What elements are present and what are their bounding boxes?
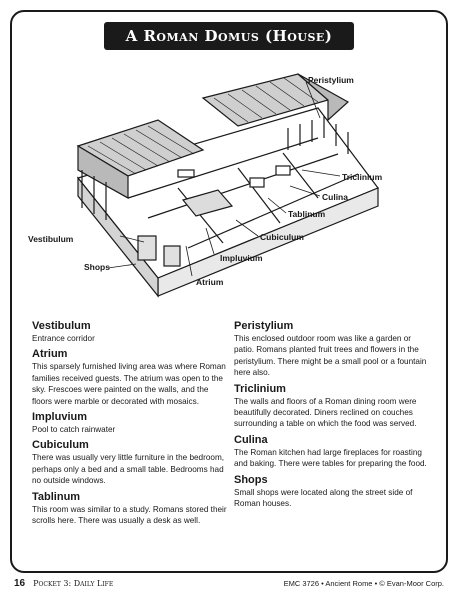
entry-impluvium bbox=[32, 411, 228, 435]
term-definition: This room was similar to a study. Romans stored their scrolls here. There was usually a desk as well. bbox=[32, 504, 227, 526]
label-peristylium: Peristylium bbox=[308, 75, 354, 85]
term-definition: The Roman kitchen had large fireplaces for roasting and baking. There were tables for preparing the food. bbox=[234, 447, 427, 469]
label-culina: Culina bbox=[322, 192, 348, 202]
term-heading: Culina bbox=[234, 433, 268, 446]
term-heading: Peristylium bbox=[234, 320, 294, 332]
page-number: 16 bbox=[14, 577, 26, 589]
term-definition: There was usually very little furniture in the bedroom, perhaps only a bed and a small table. Bedrooms had no outside windows. bbox=[32, 453, 225, 486]
page-footer bbox=[14, 576, 444, 590]
table-furniture bbox=[178, 170, 194, 177]
entry-triclinium bbox=[234, 383, 430, 430]
label-atrium: Atrium bbox=[196, 277, 224, 287]
term-definition: Entrance corridor bbox=[32, 334, 95, 343]
label-tablinum: Tablinum bbox=[288, 209, 326, 219]
bed-furniture bbox=[250, 178, 264, 187]
shop-counter bbox=[138, 236, 156, 260]
term-heading: Shops bbox=[234, 473, 268, 486]
label-shops: Shops bbox=[84, 262, 110, 272]
term-definition: The walls and floors of a Roman dining room were beautifully decorated. Diners reclined on couches surrounding a table on which the food was served. bbox=[234, 396, 417, 429]
entry-atrium bbox=[32, 348, 228, 407]
term-heading: Impluvium bbox=[32, 411, 88, 424]
title-banner bbox=[104, 22, 354, 50]
term-definition: Small shops were located along the street side of Roman houses. bbox=[234, 487, 413, 509]
entry-tablinum bbox=[32, 491, 228, 527]
label-triclinium: Triclinium bbox=[342, 172, 383, 182]
entry-cubiculum bbox=[32, 439, 228, 486]
label-impluvium: Impluvium bbox=[220, 253, 263, 263]
publisher-credit: EMC 3726 • Ancient Rome • © Evan-Moor Corp. bbox=[283, 578, 444, 588]
term-definition: Pool to catch rainwater bbox=[32, 425, 116, 435]
term-definition: This sparsely furnished living area was where Roman families received guests. The atrium was open to the sky. Frescoes were painted on the walls, and the floors were marble or decorated with mosaics. bbox=[32, 362, 226, 406]
entry-shops bbox=[234, 474, 430, 510]
definitions-right-column bbox=[234, 320, 430, 513]
label-cubiculum: Cubiculum bbox=[260, 232, 304, 242]
term-heading: Triclinium bbox=[234, 382, 286, 395]
term-heading: Vestibulum bbox=[32, 320, 91, 332]
label-vestibulum: Vestibulum bbox=[28, 234, 74, 244]
entry-peristylium bbox=[234, 320, 430, 379]
series-title: Pocket 3: Daily Life bbox=[33, 578, 114, 588]
page-title: A Roman Domus (House) bbox=[125, 27, 333, 45]
entry-vestibulum bbox=[32, 320, 228, 344]
term-definition: This enclosed outdoor room was like a garden or patio. Romans planted fruit trees and flowers in the peristylium. There might be a small pool or a fountain here also. bbox=[234, 334, 427, 378]
entry-culina bbox=[234, 434, 430, 470]
domus-illustration bbox=[18, 58, 440, 308]
term-heading: Atrium bbox=[32, 348, 68, 361]
definitions-left-column bbox=[32, 320, 228, 530]
shop-counter bbox=[164, 246, 180, 266]
term-heading: Cubiculum bbox=[32, 439, 89, 452]
term-heading: Tablinum bbox=[32, 490, 81, 503]
couch-furniture bbox=[276, 166, 290, 175]
